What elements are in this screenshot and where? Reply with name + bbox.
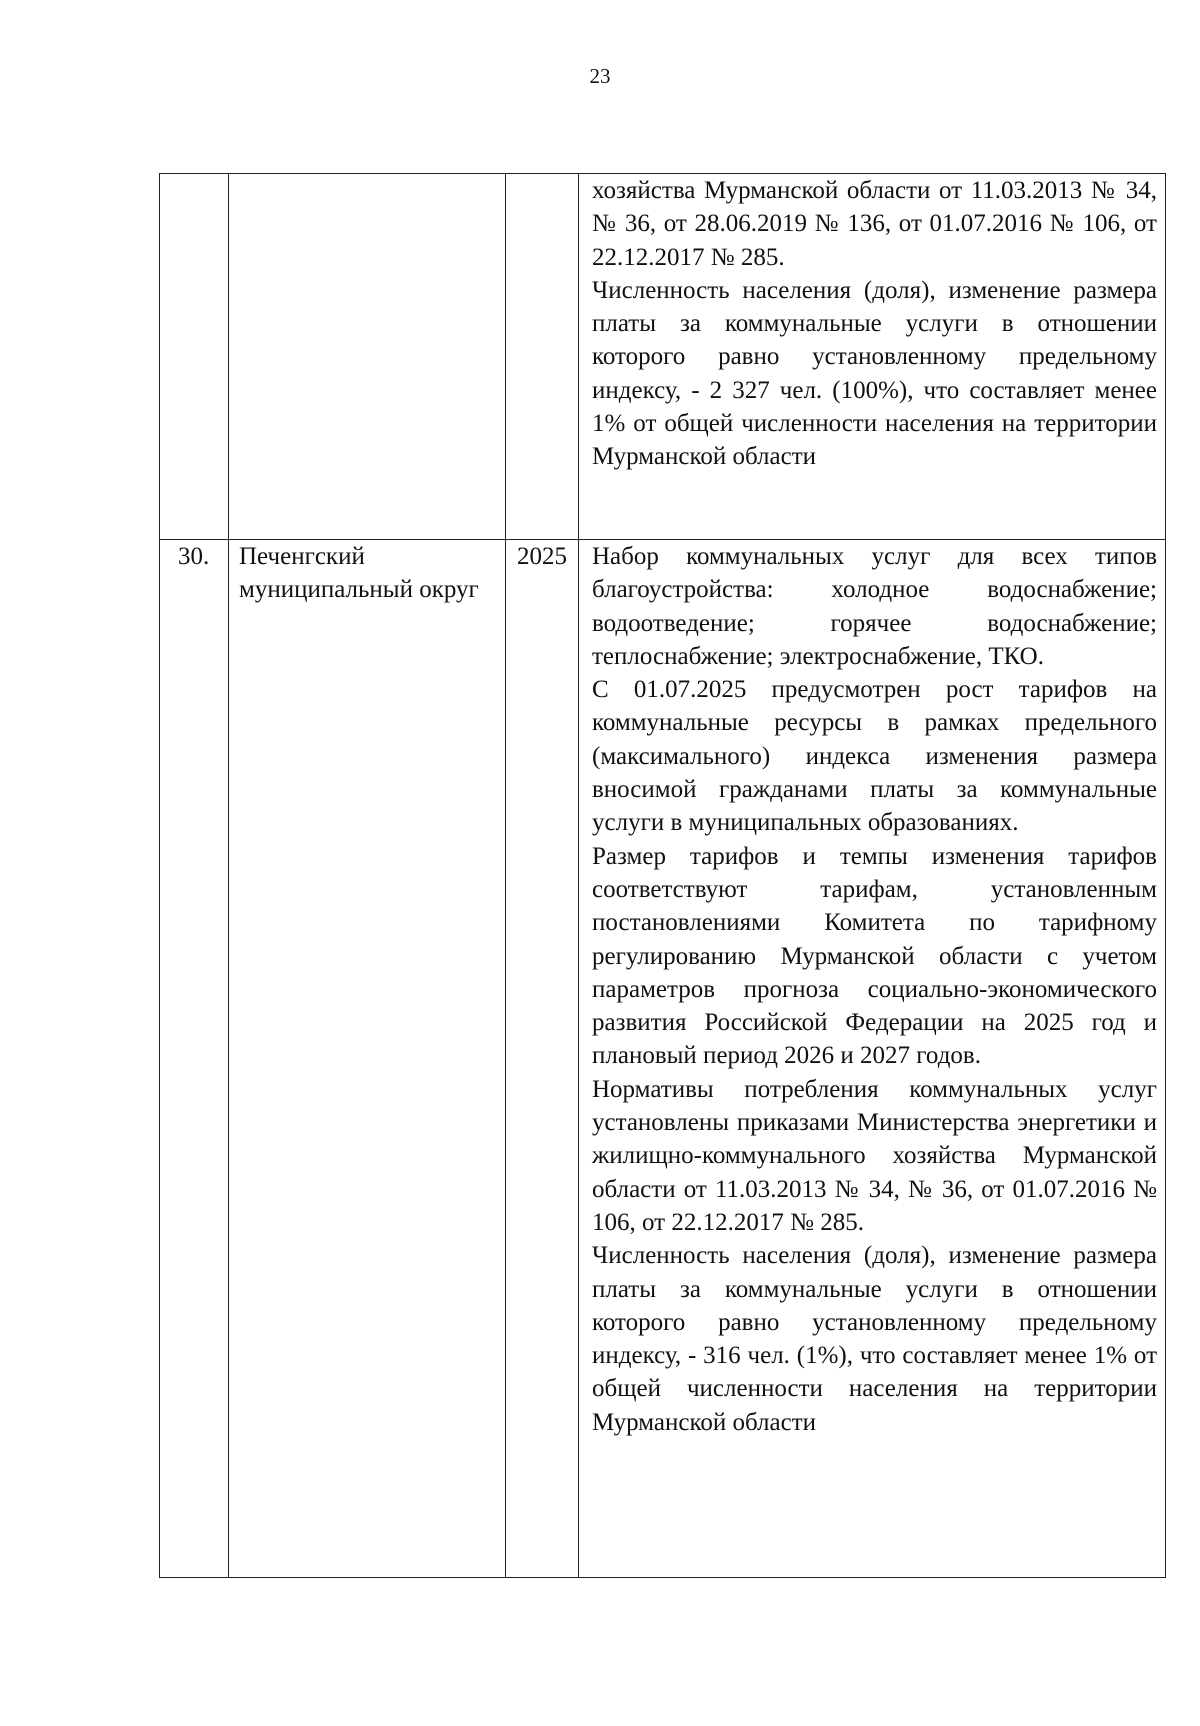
year-cell: 2025 [506, 540, 579, 1578]
municipality-cell [229, 174, 506, 540]
paragraph: Численность населения (доля), изменение размера платы за коммунальные услуги в отношении которого равно установленному предельному индексу, - 2 327 чел. (100%), что составляет менее 1% от общей численности населения на территории Мурманской области [592, 276, 1157, 471]
paragraph: хозяйства Мурманской области от 11.03.2013 № 34, № 36, от 28.06.2019 № 136, от 01.07.2016 № 106, от 22.12.2017 № 285. [592, 177, 1157, 271]
paragraph: Численность населения (доля), изменение размера платы за коммунальные услуги в отношении которого равно установленному предельному индексу, - 316 чел. (1%), что составляет менее 1% от общей численности населения на территории Мурманской области [592, 1242, 1157, 1436]
description-cell [579, 174, 1166, 540]
paragraph: С 01.07.2025 предусмотрен рост тарифов на коммунальные ресурсы в рамках предельного (максимального) индекса изменения размера вносимой гражданами платы за коммунальные услуги в муниципальных образованиях. [592, 676, 1157, 837]
table-row [160, 540, 1166, 1578]
paragraph: Нормативы потребления коммунальных услуг установлены приказами Министерства энергетики и жилищно-коммунального хозяйства Мурманской области от 11.03.2013 № 34, № 36, от 01.07.2016 № 106, от 22.12.2017 № 285. [592, 1075, 1157, 1236]
table-row [160, 174, 1166, 540]
indicators-table [159, 173, 1166, 1578]
row-number-cell: 30. [160, 540, 229, 1578]
paragraph: Размер тарифов и темпы изменения тарифов соответствуют тарифам, установленным постановлениями Комитета по тарифному регулированию Мурманской области с учетом параметров прогноза социально-экономического развития Российской Федерации на 2025 год и плановый период 2026 и 2027 годов. [592, 842, 1157, 1070]
municipality-cell: Печенгский муниципальный округ [229, 540, 506, 1578]
year-cell [506, 174, 579, 540]
page-number: 23 [589, 64, 611, 88]
row-number-cell [160, 174, 229, 540]
description-cell [579, 540, 1166, 1578]
paragraph: Набор коммунальных услуг для всех типов благоустройства: холодное водоснабжение; водоотведение; горячее водоснабжение; теплоснабжение; электроснабжение, ТКО. [592, 543, 1157, 670]
